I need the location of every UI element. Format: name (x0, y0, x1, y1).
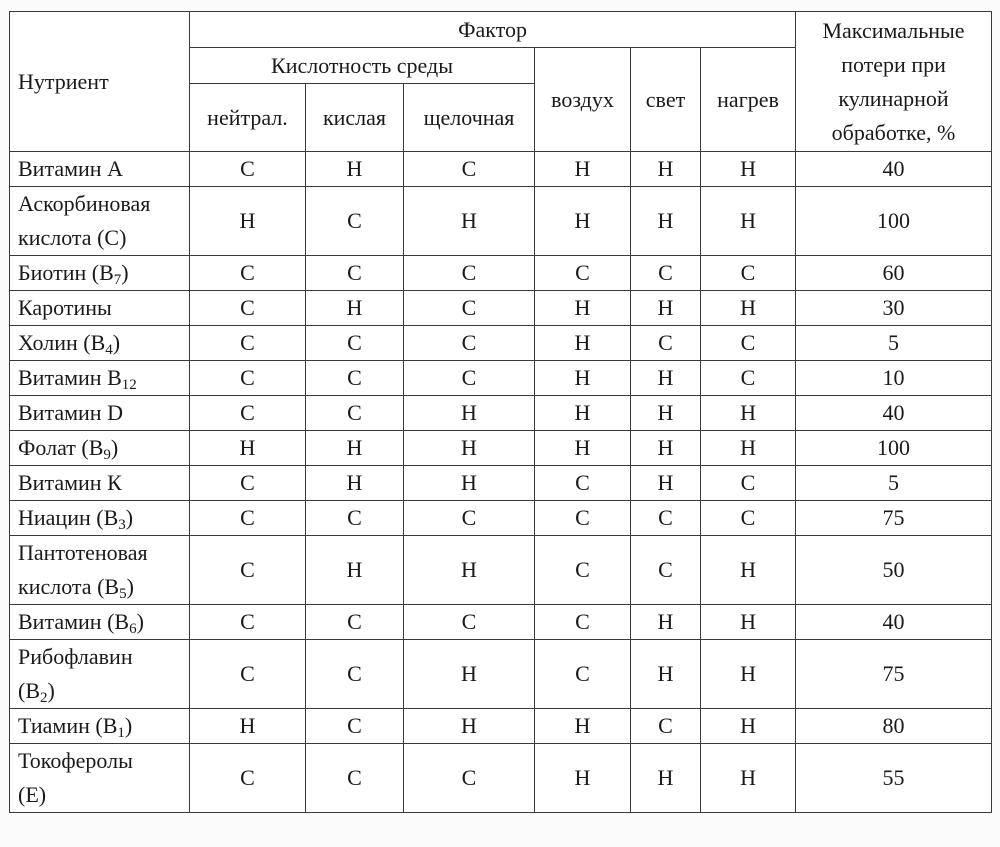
nutrient-name-cell (10, 501, 190, 536)
stability-cell: Н (701, 605, 796, 640)
nutrient-name-text: Холин (В (18, 330, 106, 355)
stability-cell: Н (535, 709, 631, 744)
nutrient-name-text: Рибофлавин (18, 644, 133, 669)
stability-cell: Н (404, 431, 535, 466)
nutrient-name-cell (10, 466, 190, 501)
stability-cell: Н (701, 431, 796, 466)
max-loss-cell: 5 (796, 326, 992, 361)
stability-cell: Н (190, 187, 306, 256)
max-loss-cell: 10 (796, 361, 992, 396)
table-row (10, 501, 992, 536)
max-loss-cell: 60 (796, 256, 992, 291)
stability-cell: Н (535, 396, 631, 431)
stability-cell: Н (631, 291, 701, 326)
nutrient-name-text: кислота (В (18, 574, 120, 599)
stability-cell: Н (535, 361, 631, 396)
stability-cell: Н (306, 466, 404, 501)
nutrient-name-text: (В (18, 678, 40, 703)
header-max-loss-line: обработке, % (831, 119, 956, 145)
table-row (10, 256, 992, 291)
max-loss-cell: 30 (796, 291, 992, 326)
stability-cell: Н (404, 187, 535, 256)
stability-cell: Н (631, 187, 701, 256)
stability-cell: С (404, 605, 535, 640)
stability-cell: С (306, 744, 404, 813)
nutrient-name-text: Витамин А (18, 156, 123, 181)
stability-cell: Н (404, 709, 535, 744)
stability-cell: Н (701, 152, 796, 187)
table-row (10, 466, 992, 501)
stability-cell: Н (535, 291, 631, 326)
max-loss-cell: 5 (796, 466, 992, 501)
stability-cell: С (190, 361, 306, 396)
stability-cell: Н (306, 431, 404, 466)
nutrient-name-cell (10, 152, 190, 187)
nutrient-name-subscript: 12 (121, 377, 137, 393)
stability-cell: С (190, 536, 306, 605)
stability-cell: С (404, 326, 535, 361)
max-loss-cell: 40 (796, 152, 992, 187)
stability-cell: Н (701, 744, 796, 813)
nutrient-name-text: Витамин (В (18, 609, 130, 634)
nutrient-name-text: Тиамин (В (18, 713, 118, 738)
stability-cell: С (631, 256, 701, 291)
stability-cell: С (190, 466, 306, 501)
table-row (10, 536, 992, 605)
stability-cell: Н (631, 152, 701, 187)
nutrient-name-subscript: 4 (105, 342, 113, 358)
nutrient-name-cell (10, 709, 190, 744)
stability-cell: Н (535, 744, 631, 813)
nutrient-name-subscript: 5 (119, 586, 127, 602)
header-acidic: кислая (306, 84, 404, 152)
table-row (10, 361, 992, 396)
stability-cell: Н (701, 640, 796, 709)
table-row (10, 431, 992, 466)
stability-cell: С (306, 396, 404, 431)
stability-cell: Н (306, 291, 404, 326)
nutrient-name-text: Аскорбиновая (18, 191, 151, 216)
max-loss-cell: 75 (796, 501, 992, 536)
stability-cell: Н (535, 431, 631, 466)
table-row (10, 605, 992, 640)
nutrient-name-text: Фолат (В (18, 435, 104, 460)
stability-cell: С (631, 326, 701, 361)
stability-cell: Н (631, 396, 701, 431)
stability-cell: С (190, 501, 306, 536)
table-row (10, 326, 992, 361)
stability-cell: С (404, 501, 535, 536)
stability-cell: С (701, 501, 796, 536)
nutrient-name-cell (10, 640, 190, 709)
nutrient-name-text: кислота (С) (18, 225, 127, 250)
stability-cell: С (190, 291, 306, 326)
stability-cell: С (306, 256, 404, 291)
max-loss-cell: 40 (796, 396, 992, 431)
header-max-loss (796, 12, 992, 152)
stability-cell: Н (535, 152, 631, 187)
stability-cell: С (701, 326, 796, 361)
nutrient-name-cell (10, 291, 190, 326)
nutrient-name-text: ) (112, 330, 121, 355)
stability-cell: Н (701, 291, 796, 326)
max-loss-cell: 40 (796, 605, 992, 640)
stability-cell: С (535, 536, 631, 605)
nutrient-name-text: ) (136, 609, 144, 634)
stability-cell: С (631, 501, 701, 536)
nutrient-name-text: ) (121, 260, 129, 285)
header-heat: нагрев (701, 48, 796, 152)
nutrient-name-cell (10, 431, 190, 466)
header-neutral: нейтрал. (190, 84, 306, 152)
nutrient-name-cell (10, 744, 190, 813)
nutrient-name-text: Ниацин (В (18, 505, 119, 530)
header-light: свет (631, 48, 701, 152)
nutrient-name-subscript: 9 (103, 447, 111, 463)
nutrient-name-text: ) (126, 574, 134, 599)
stability-cell: Н (701, 396, 796, 431)
stability-cell: С (404, 361, 535, 396)
stability-cell: С (404, 256, 535, 291)
max-loss-cell: 50 (796, 536, 992, 605)
nutrient-name-text: ) (124, 713, 133, 738)
nutrient-name-cell (10, 256, 190, 291)
stability-cell: Н (631, 640, 701, 709)
nutrient-name-cell (10, 605, 190, 640)
stability-cell: С (306, 605, 404, 640)
nutrient-name-subscript: 6 (129, 621, 137, 637)
header-acidity: Кислотность среды (190, 48, 535, 84)
header-alkaline: щелочная (404, 84, 535, 152)
stability-cell: Н (631, 431, 701, 466)
stability-cell: С (190, 605, 306, 640)
stability-cell: С (306, 326, 404, 361)
stability-cell: С (631, 536, 701, 605)
stability-cell: С (535, 605, 631, 640)
stability-cell: С (190, 152, 306, 187)
stability-cell: Н (631, 466, 701, 501)
stability-cell: С (190, 744, 306, 813)
nutrient-name-cell (10, 326, 190, 361)
table-row (10, 291, 992, 326)
max-loss-cell: 100 (796, 431, 992, 466)
stability-cell: С (631, 709, 701, 744)
stability-cell: С (535, 256, 631, 291)
stability-cell: С (190, 640, 306, 709)
nutrient-name-subscript: 3 (118, 517, 126, 533)
stability-cell: С (190, 396, 306, 431)
stability-cell: С (535, 640, 631, 709)
nutrient-name-cell (10, 361, 190, 396)
nutrient-name-text: Витамин D (18, 400, 123, 425)
stability-cell: С (535, 466, 631, 501)
stability-cell: С (535, 501, 631, 536)
table-row (10, 640, 992, 709)
stability-cell: С (306, 361, 404, 396)
nutrient-name-cell (10, 536, 190, 605)
header-factor: Фактор (190, 12, 796, 48)
stability-cell: Н (404, 396, 535, 431)
nutrient-name-text: Витамин В (18, 365, 122, 390)
stability-cell: С (404, 744, 535, 813)
max-loss-cell: 100 (796, 187, 992, 256)
table-row (10, 709, 992, 744)
stability-cell: Н (701, 536, 796, 605)
nutrient-stability-table (9, 11, 992, 813)
stability-cell: Н (306, 152, 404, 187)
table-row (10, 152, 992, 187)
stability-cell: С (190, 256, 306, 291)
stability-cell: С (404, 152, 535, 187)
stability-cell: Н (631, 605, 701, 640)
stability-cell: Н (306, 536, 404, 605)
stability-cell: Н (404, 640, 535, 709)
header-air: воздух (535, 48, 631, 152)
stability-cell: Н (631, 361, 701, 396)
header-max-loss-line: потери при (841, 51, 946, 77)
max-loss-cell: 75 (796, 640, 992, 709)
nutrient-name-text: ) (110, 435, 119, 460)
table-body (10, 152, 992, 813)
stability-cell: Н (535, 187, 631, 256)
stability-cell: Н (701, 187, 796, 256)
table-row (10, 396, 992, 431)
stability-cell: Н (631, 744, 701, 813)
max-loss-cell: 55 (796, 744, 992, 813)
nutrient-name-cell (10, 396, 190, 431)
stability-cell: С (306, 501, 404, 536)
nutrient-name-text: Витамин К (18, 470, 122, 495)
nutrient-name-text: (Е) (18, 782, 47, 807)
nutrient-name-text: Биотин (В (18, 260, 114, 285)
stability-cell: С (190, 326, 306, 361)
header-max-loss-line: Максимальные (822, 17, 965, 43)
nutrient-name-text: Каротины (18, 295, 112, 320)
nutrient-name-cell (10, 187, 190, 256)
stability-cell: С (701, 466, 796, 501)
stability-cell: Н (190, 709, 306, 744)
stability-cell: Н (535, 326, 631, 361)
stability-cell: Н (190, 431, 306, 466)
stability-cell: С (306, 187, 404, 256)
header-max-loss-line: кулинарной (838, 85, 949, 111)
stability-cell: С (701, 361, 796, 396)
max-loss-cell: 80 (796, 709, 992, 744)
nutrient-name-text: Токоферолы (18, 748, 133, 773)
table-row (10, 187, 992, 256)
stability-cell: С (701, 256, 796, 291)
nutrient-name-subscript: 2 (40, 690, 48, 706)
nutrient-name-subscript: 7 (113, 272, 122, 288)
stability-cell: Н (701, 709, 796, 744)
stability-cell: Н (404, 536, 535, 605)
stability-cell: С (306, 640, 404, 709)
nutrient-name-subscript: 1 (117, 725, 125, 741)
nutrient-name-text: ) (47, 678, 55, 703)
nutrient-name-text: ) (125, 505, 134, 530)
stability-cell: С (306, 709, 404, 744)
header-nutrient: Нутриент (10, 12, 190, 152)
stability-cell: Н (404, 466, 535, 501)
table-row (10, 744, 992, 813)
stability-cell: С (404, 291, 535, 326)
nutrient-name-text: Пантотеновая (18, 540, 148, 565)
